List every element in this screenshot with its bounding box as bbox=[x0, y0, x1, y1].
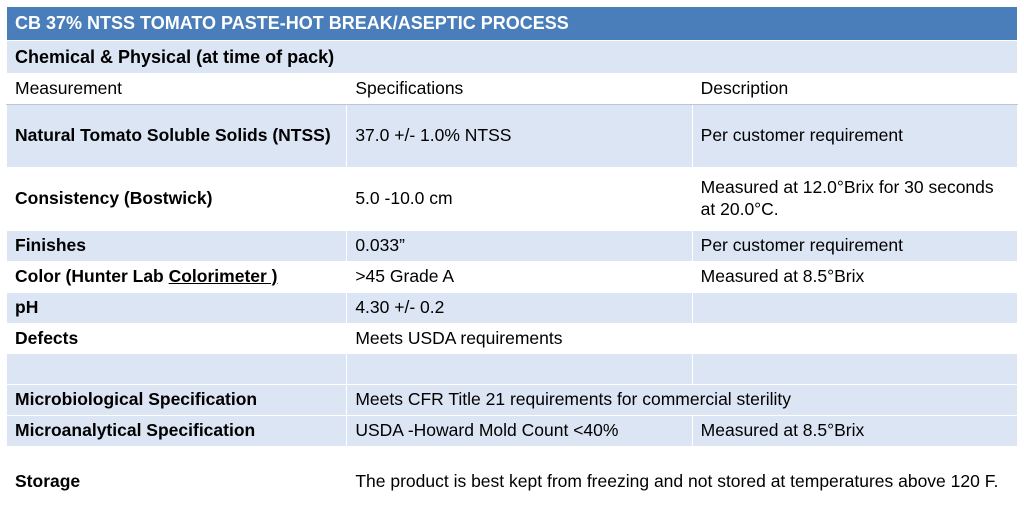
row-label-finishes: Finishes bbox=[7, 230, 347, 261]
row-desc-color: Measured at 8.5°Brix bbox=[692, 261, 1017, 292]
spacer-cell-2 bbox=[347, 354, 692, 385]
row-spec-defects: Meets USDA requirements bbox=[347, 323, 692, 354]
row-label-microbiological: Microbiological Specification bbox=[7, 385, 347, 416]
table-row bbox=[7, 167, 1018, 230]
spacer-cell-1 bbox=[7, 354, 347, 385]
table-row bbox=[7, 292, 1018, 323]
row-label-defects: Defects bbox=[7, 323, 347, 354]
row-spec-storage: The product is best kept from freezing and not stored at temperatures above 120 F. bbox=[347, 447, 1018, 518]
spacer-row bbox=[7, 354, 1018, 385]
table-row bbox=[7, 323, 1018, 354]
table-row bbox=[7, 385, 1018, 416]
document-title: CB 37% NTSS TOMATO PASTE-HOT BREAK/ASEPTIC PROCESS bbox=[7, 7, 1018, 41]
row-desc-ntss: Per customer requirement bbox=[692, 104, 1017, 167]
column-header-specifications: Specifications bbox=[347, 74, 692, 105]
row-desc-microanalytical: Measured at 8.5°Brix bbox=[692, 416, 1017, 447]
row-label-ph: pH bbox=[7, 292, 347, 323]
column-header-description: Description bbox=[692, 74, 1017, 105]
table-row bbox=[7, 230, 1018, 261]
row-desc-finishes: Per customer requirement bbox=[692, 230, 1017, 261]
spacer-cell-3 bbox=[692, 354, 1017, 385]
row-label-storage: Storage bbox=[7, 447, 347, 518]
row-spec-microbiological: Meets CFR Title 21 requirements for commercial sterility bbox=[347, 385, 1018, 416]
table-row bbox=[7, 104, 1018, 167]
row-spec-ph: 4.30 +/- 0.2 bbox=[347, 292, 692, 323]
row-desc-ph bbox=[692, 292, 1017, 323]
column-header-row bbox=[7, 74, 1018, 105]
specification-table bbox=[6, 6, 1018, 518]
row-label-color-prefix: Color (Hunter Lab bbox=[15, 265, 169, 286]
row-spec-finishes: 0.033” bbox=[347, 230, 692, 261]
table-row bbox=[7, 447, 1018, 518]
row-label-ntss: Natural Tomato Soluble Solids (NTSS) bbox=[7, 104, 347, 167]
table-title-row bbox=[7, 7, 1018, 41]
row-spec-color: >45 Grade A bbox=[347, 261, 692, 292]
row-desc-consistency: Measured at 12.0°Brix for 30 seconds at 20.0°C. bbox=[692, 167, 1017, 230]
row-label-color-underlined: Colorimeter ) bbox=[168, 265, 278, 286]
section-heading-row bbox=[7, 40, 1018, 74]
row-spec-consistency: 5.0 -10.0 cm bbox=[347, 167, 692, 230]
row-desc-defects bbox=[692, 323, 1017, 354]
row-spec-microanalytical: USDA -Howard Mold Count <40% bbox=[347, 416, 692, 447]
row-label-consistency: Consistency (Bostwick) bbox=[7, 167, 347, 230]
table-row bbox=[7, 416, 1018, 447]
table-row bbox=[7, 261, 1018, 292]
column-header-measurement: Measurement bbox=[7, 74, 347, 105]
row-spec-ntss: 37.0 +/- 1.0% NTSS bbox=[347, 104, 692, 167]
row-label-color bbox=[7, 261, 347, 292]
row-label-microanalytical: Microanalytical Specification bbox=[7, 416, 347, 447]
section-heading: Chemical & Physical (at time of pack) bbox=[7, 40, 1018, 74]
